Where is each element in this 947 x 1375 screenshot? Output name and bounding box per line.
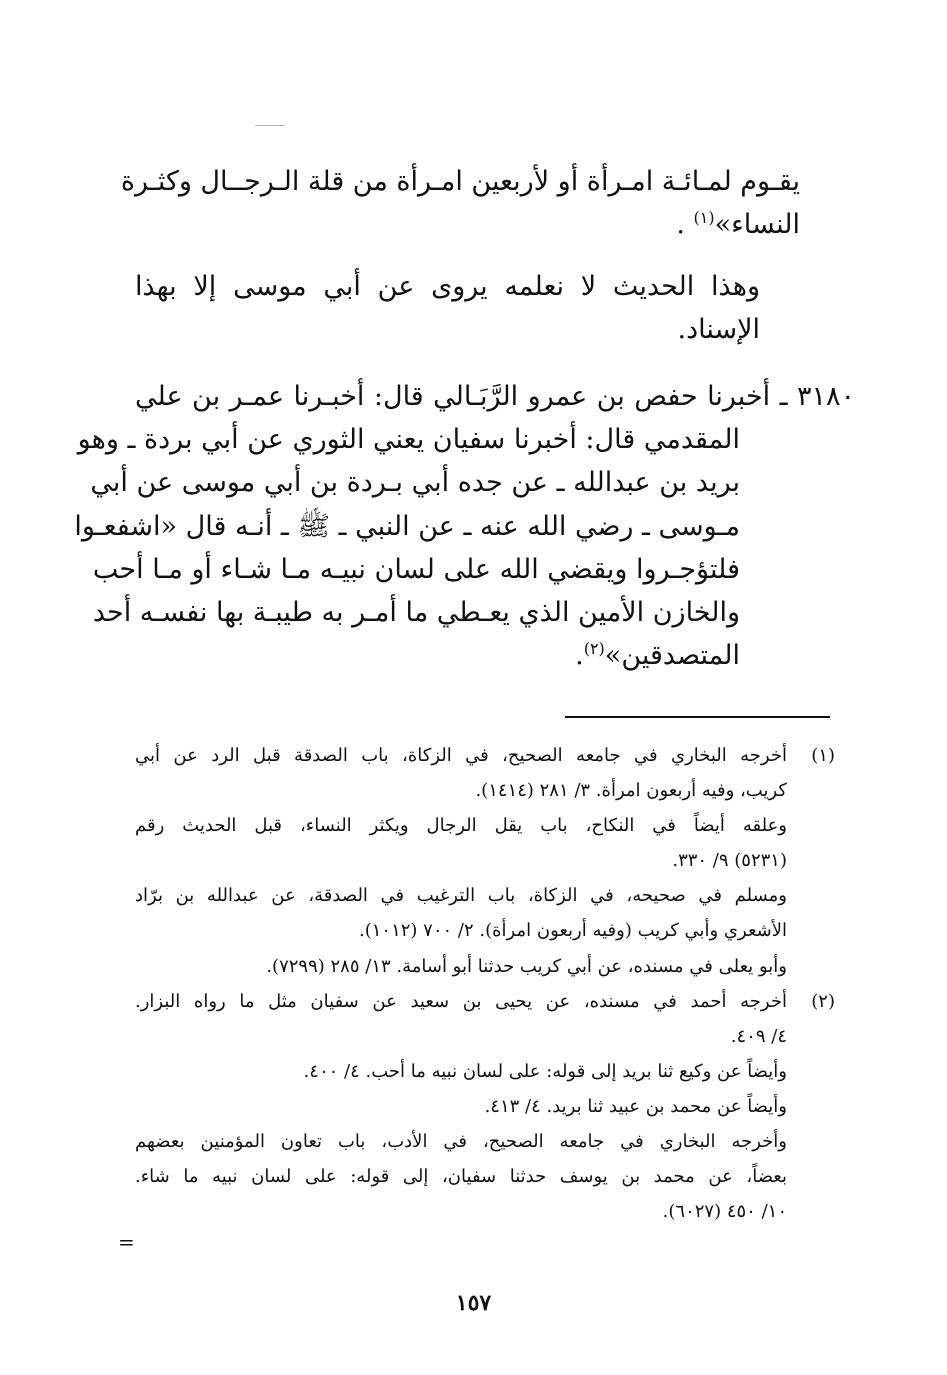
footnote-text: وأيضاً عن وكيع ثنا بريد إلى قوله: على لسان نبيه ما أحب. ٤/ ٤٠٠. xyxy=(303,1060,787,1082)
footnote-text: وأبو يعلى في مسنده، عن أبي كريب حدثنا أبو أسامة. ١٣/ ٢٨٥ (٧٢٩٩). xyxy=(266,955,787,977)
hadith-entry xyxy=(74,375,855,677)
text-fragment: أخبرنا حفص بن عمرو الرَّبَـالي قال: أخبـرنا عمـر بن علي xyxy=(135,381,771,412)
footnote-text: (٥٢٣١) ٩/ ٣٣٠. xyxy=(672,850,787,872)
footnote-text: بعضاً، عن محمد بن يوسف حدثنا سفيان، إلى قوله: على لسان نبيه ما شاء. xyxy=(135,1166,787,1188)
footnote-text: وأخرجه البخاري في جامعه الصحيح، في الأدب، باب تعاون المؤمنين بعضهم xyxy=(135,1131,787,1153)
hadith-number: ٣١٨٠ ـ xyxy=(779,381,855,412)
footnote-separator xyxy=(565,716,830,718)
footnote-line xyxy=(135,949,787,984)
footnote-line xyxy=(135,1089,787,1124)
paragraph-comment xyxy=(135,265,760,351)
footnote-text: ومسلم في صحيحه، في الزكاة، باب الترغيب في الصدقة، عن عبدالله بن برّاد xyxy=(135,885,787,907)
page-number: ١٥٧ xyxy=(455,1290,492,1316)
text-line: وهذا الحديث لا نعلمه يروى عن أبي موسى إلا بهذا xyxy=(135,271,760,302)
footnote-text: أخرجه البخاري في جامعه الصحيح، في الزكاة، باب الصدقة قبل الرد عن أبي xyxy=(135,745,787,766)
text-line: الإسناد. xyxy=(677,314,760,346)
footnote-number: (١) xyxy=(811,745,835,766)
text-fragment: . xyxy=(575,640,584,672)
footnote-line xyxy=(135,913,787,948)
footnote-reference: (٢) xyxy=(583,639,605,659)
footnote-text: كريب، وفيه أربعون امرأة. ٣/ ٢٨١ (١٤١٤). xyxy=(475,780,787,802)
text-fragment: المتصدقين» xyxy=(604,640,740,672)
text-line xyxy=(135,634,740,677)
footnote-line xyxy=(135,984,835,1019)
continuation-mark: = xyxy=(118,1230,135,1254)
footnote-line xyxy=(135,773,787,808)
text-fragment: . xyxy=(676,209,694,241)
footnote-number: (٢) xyxy=(811,990,835,1012)
footnote-line xyxy=(135,1019,787,1054)
footnote-text: ١٠/ ٤٥٠ (٦٠٢٧). xyxy=(662,1201,787,1223)
text-line: يقـوم لمـائـة امـرأة أو لأربعين امـرأة من قلة الـرجــال وكثـرة xyxy=(120,166,800,197)
scan-mark xyxy=(255,125,285,126)
footnote-text: أخرجه أحمد في مسنده، عن يحيى بن سعيد عن سفيان مثل ما رواه البزار. xyxy=(135,990,787,1012)
text-line xyxy=(135,375,855,418)
footnotes xyxy=(135,738,835,1229)
text-line: بريد بن عبدالله ـ عن جده أبي بـردة بن أبي موسى عن أبي xyxy=(90,467,740,499)
text-fragment: النساء» xyxy=(714,209,800,241)
footnote-line xyxy=(135,843,787,878)
text-line: فلتؤجـروا ويقضي الله على لسان نبيـه مـا شـاء أو مـا أحب xyxy=(92,553,740,585)
paragraph-continuation xyxy=(120,160,800,246)
footnote-line xyxy=(135,1124,787,1159)
footnote-line xyxy=(135,1194,787,1229)
footnote-line xyxy=(135,738,835,773)
text-line: والخازن الأمين الذي يعـطي ما أمـر به طيبـة بها نفسـه أحد xyxy=(92,596,740,628)
footnote-text: وعلقه أيضاً في النكاح، باب يقل الرجال ويكثر النساء، قبل الحديث رقم xyxy=(135,815,787,837)
footnote-line xyxy=(135,1054,787,1089)
footnote-reference: (١) xyxy=(693,208,715,228)
footnote-line xyxy=(135,878,787,913)
footnote-text: الأشعري وأبي كريب (وفيه أربعون امرأة). ٢/ ٧٠٠ (١٠١٢). xyxy=(359,920,787,942)
text-line: مـوسى ـ رضي الله عنه ـ عن النبي ـ ﷺ ـ أنـه قال «اشفعـوا xyxy=(74,510,740,542)
text-line xyxy=(135,203,800,246)
footnote-line xyxy=(135,1159,787,1194)
footnote-text: ٤/ ٤٠٩. xyxy=(730,1025,787,1047)
text-line: المقدمي قال: أخبرنا سفيان يعني الثوري عن أبي بردة ـ وهو xyxy=(77,424,740,456)
footnote-line xyxy=(135,808,787,843)
footnote-text: وأيضاً عن محمد بن عبيد ثنا بريد. ٤/ ٤١٣. xyxy=(484,1095,787,1117)
